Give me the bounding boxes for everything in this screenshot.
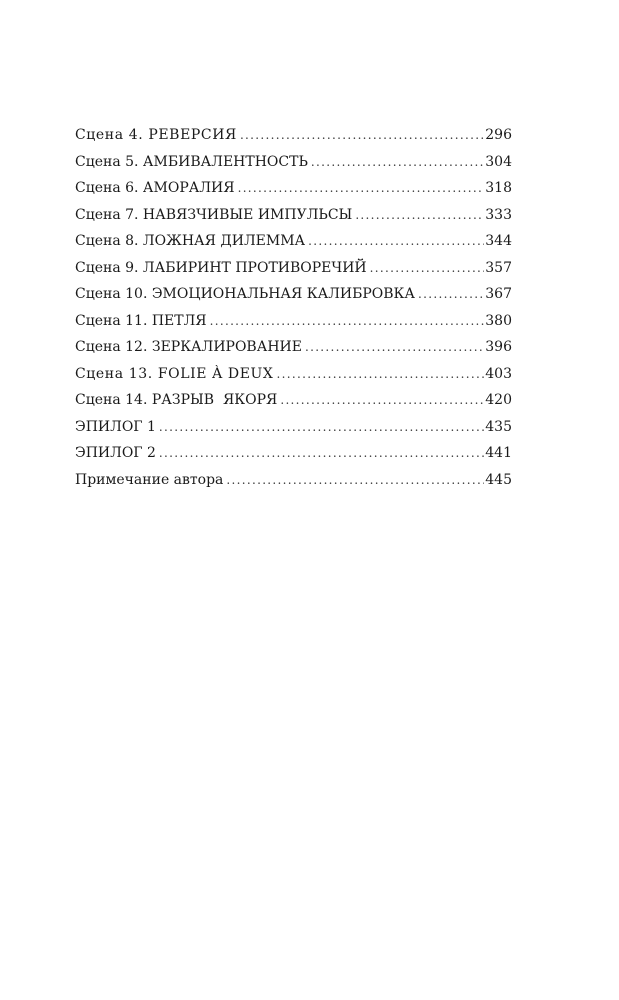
toc-entry-scene-5 — [75, 149, 512, 176]
toc-entry-page: 441 — [485, 445, 512, 461]
toc-entry-page: 396 — [485, 339, 512, 355]
toc-entry-page: 420 — [485, 392, 512, 408]
toc-leader-dots — [418, 281, 484, 308]
toc-leader-dots — [277, 361, 485, 388]
table-of-contents — [75, 122, 512, 493]
toc-leader-dots — [210, 308, 485, 335]
toc-entry-scene-9 — [75, 255, 512, 282]
toc-leader-dots — [370, 255, 485, 282]
toc-leader-dots — [305, 334, 484, 361]
toc-leader-dots — [240, 122, 484, 149]
toc-entry-title: Сцена 12. ЗЕРКАЛИРОВАНИЕ — [75, 339, 302, 355]
toc-entry-scene-7 — [75, 202, 512, 229]
toc-entry-page: 344 — [485, 233, 512, 249]
toc-entry-title: Сцена 14. РАЗРЫВ ЯКОРЯ — [75, 392, 278, 408]
toc-entry-page: 304 — [485, 153, 512, 170]
toc-leader-dots — [308, 228, 484, 255]
toc-leader-dots — [311, 149, 484, 176]
toc-entry-scene-6 — [75, 175, 512, 202]
toc-leader-dots — [280, 387, 484, 414]
toc-entry-page: 367 — [485, 286, 512, 302]
toc-entry-title: Сцена 10. ЭМОЦИОНАЛЬНАЯ КАЛИБРОВКА — [75, 286, 415, 302]
toc-entry-page: 445 — [485, 471, 512, 488]
toc-entry-title: Сцена 11. ПЕТЛЯ — [75, 312, 207, 329]
toc-leader-dots — [159, 440, 484, 467]
toc-entry-title: Сцена 5. АМБИВАЛЕНТНОСТЬ — [75, 153, 308, 170]
toc-entry-page: 357 — [485, 259, 512, 276]
toc-entry-title: Сцена 4. РЕВЕРСИЯ — [75, 127, 237, 143]
toc-entry-page: 435 — [485, 418, 512, 435]
toc-entry-author-note — [75, 467, 512, 494]
toc-entry-title: Сцена 7. НАВЯЗЧИВЫЕ ИМПУЛЬСЫ — [75, 206, 353, 223]
toc-entry-scene-11 — [75, 308, 512, 335]
toc-entry-scene-8 — [75, 228, 512, 255]
toc-entry-scene-10 — [75, 281, 512, 308]
toc-leader-dots — [238, 175, 485, 202]
toc-entry-title: ЭПИЛОГ 2 — [75, 445, 156, 461]
toc-entry-epilogue-1 — [75, 414, 512, 441]
toc-entry-title: Сцена 9. ЛАБИРИНТ ПРОТИВОРЕЧИЙ — [75, 259, 367, 276]
toc-entry-page: 380 — [485, 312, 512, 329]
toc-leader-dots — [226, 467, 484, 494]
toc-entry-scene-12 — [75, 334, 512, 361]
toc-entry-page: 296 — [485, 127, 512, 143]
toc-entry-scene-13 — [75, 361, 512, 388]
toc-entry-title: Примечание автора — [75, 471, 224, 488]
toc-leader-dots — [355, 202, 484, 229]
toc-entry-title: Сцена 8. ЛОЖНАЯ ДИЛЕММА — [75, 233, 306, 249]
toc-entry-page: 333 — [485, 206, 512, 223]
toc-entry-page: 403 — [485, 365, 512, 382]
toc-entry-epilogue-2 — [75, 440, 512, 467]
toc-leader-dots — [159, 414, 484, 441]
toc-entry-title: Сцена 6. АМОРАЛИЯ — [75, 180, 235, 196]
toc-entry-title: Сцена 13. FOLIE À DEUX — [75, 365, 274, 382]
toc-entry-scene-4 — [75, 122, 512, 149]
toc-entry-scene-14 — [75, 387, 512, 414]
toc-entry-page: 318 — [485, 180, 512, 196]
toc-entry-title: ЭПИЛОГ 1 — [75, 418, 156, 435]
